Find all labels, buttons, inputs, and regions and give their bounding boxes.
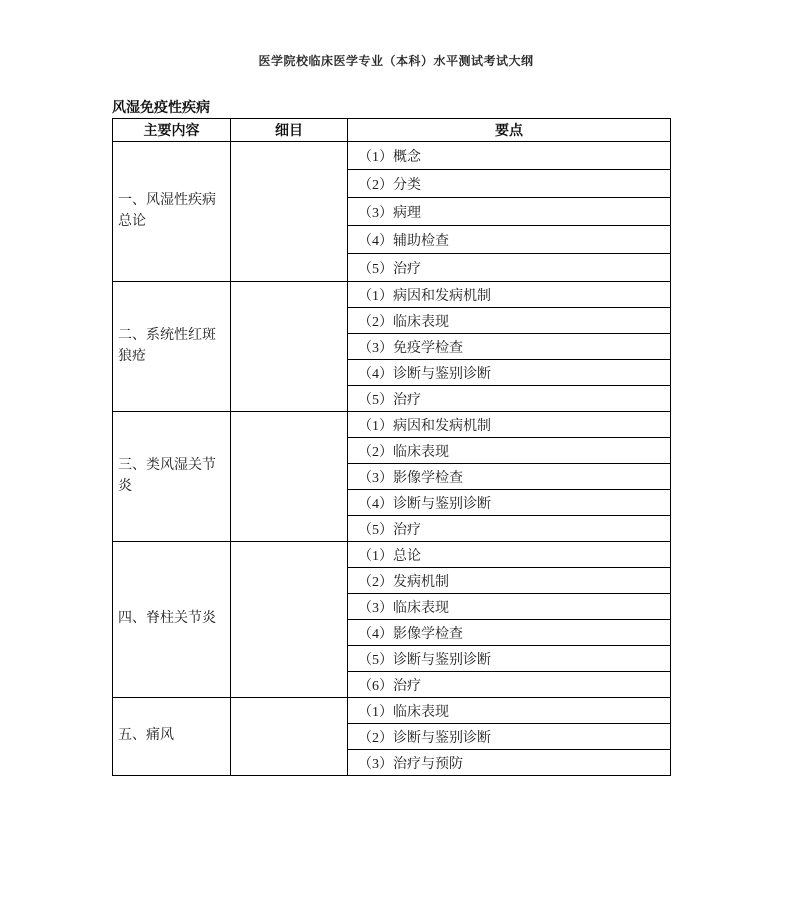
point-cell: （2）临床表现: [348, 438, 671, 464]
table-row: [113, 698, 671, 724]
page-title: 风湿免疫性疾病: [112, 99, 210, 115]
detail-cell: [231, 698, 348, 776]
main-content-cell: 三、类风湿关节炎: [113, 412, 231, 542]
point-cell: （5）治疗: [348, 254, 671, 282]
point-cell: （2）分类: [348, 170, 671, 198]
column-header-detail: 细目: [231, 119, 348, 142]
point-cell: （4）诊断与鉴别诊断: [348, 360, 671, 386]
point-cell: （1）病因和发病机制: [348, 412, 671, 438]
column-header-points: 要点: [348, 119, 671, 142]
point-cell: （6）治疗: [348, 672, 671, 698]
main-content-cell: 四、脊柱关节炎: [113, 542, 231, 698]
table-row: [113, 412, 671, 438]
main-content-cell: 一、风湿性疾病总论: [113, 142, 231, 282]
table-header-row: [113, 119, 671, 142]
point-cell: （2）发病机制: [348, 568, 671, 594]
point-cell: （4）影像学检查: [348, 620, 671, 646]
document-header: 医学院校临床医学专业（本科）水平测试考试大纲: [258, 54, 534, 68]
point-cell: （4）辅助检查: [348, 226, 671, 254]
point-cell: （5）治疗: [348, 386, 671, 412]
detail-cell: [231, 282, 348, 412]
point-cell: （4）诊断与鉴别诊断: [348, 490, 671, 516]
point-cell: （5）治疗: [348, 516, 671, 542]
point-cell: （1）临床表现: [348, 698, 671, 724]
point-cell: （1）总论: [348, 542, 671, 568]
point-cell: （1）病因和发病机制: [348, 282, 671, 308]
table-row: [113, 542, 671, 568]
detail-cell: [231, 412, 348, 542]
point-cell: （3）病理: [348, 198, 671, 226]
table-row: [113, 142, 671, 170]
detail-cell: [231, 142, 348, 282]
point-cell: （3）影像学检查: [348, 464, 671, 490]
point-cell: （1）概念: [348, 142, 671, 170]
point-cell: （5）诊断与鉴别诊断: [348, 646, 671, 672]
column-header-main-content: 主要内容: [113, 119, 231, 142]
detail-cell: [231, 542, 348, 698]
table-row: [113, 282, 671, 308]
main-content-cell: 二、系统性红斑狼疮: [113, 282, 231, 412]
point-cell: （3）免疫学检查: [348, 334, 671, 360]
point-cell: （3）临床表现: [348, 594, 671, 620]
main-content-cell: 五、痛风: [113, 698, 231, 776]
syllabus-table: [112, 118, 671, 776]
point-cell: （2）临床表现: [348, 308, 671, 334]
point-cell: （2）诊断与鉴别诊断: [348, 724, 671, 750]
point-cell: （3）治疗与预防: [348, 750, 671, 776]
